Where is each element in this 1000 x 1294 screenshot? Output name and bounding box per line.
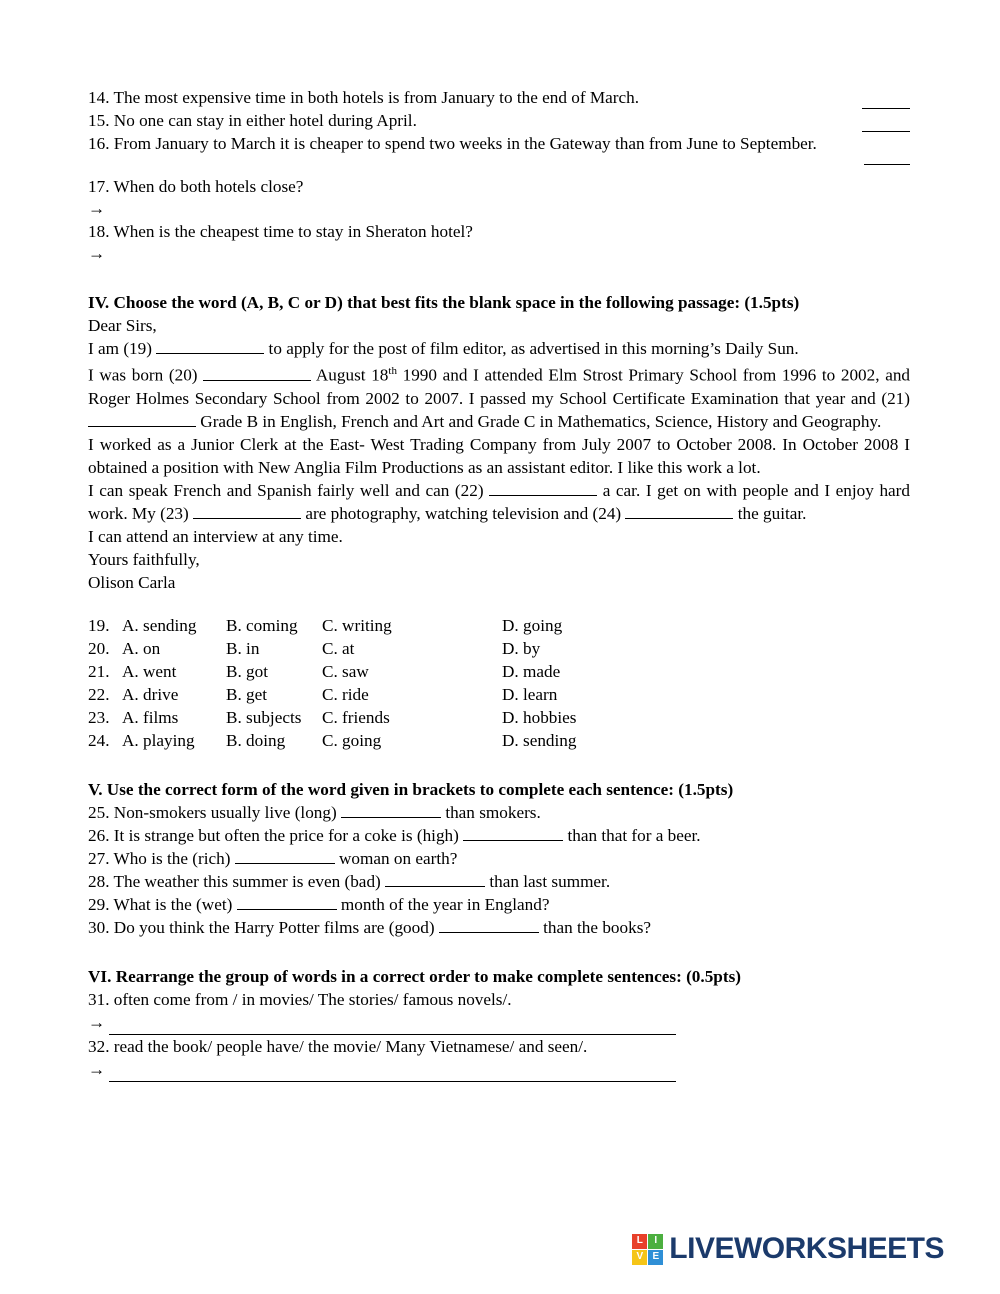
item-28-number: 28. [88,871,110,891]
answer-line-31[interactable] [109,1019,676,1035]
logo-letter-v: V [632,1250,647,1265]
mcq-24-option-a[interactable]: A. playing [122,730,195,750]
mcq-21-option-d[interactable]: D. made [502,661,561,681]
mcq-24-number: 24. [88,730,110,750]
mcq-24-option-b[interactable]: B. doing [226,730,286,750]
item-15-body: No one can stay in either hotel during April. [113,111,417,130]
p2-part-b: August 18 [315,365,389,385]
p2-part-a: I was born (20) [88,365,198,385]
item-16-body: 16. From January to March it is cheaper to spend two weeks in the Gateway than from June to September. [88,134,817,153]
answer-blank-14[interactable] [862,95,910,109]
item-32-text: read the book/ people have/ the movie/ Many Vietnamese/ and seen/. [113,1036,588,1056]
blank-24[interactable] [625,504,733,519]
section-5-item-25 [88,801,910,824]
answer-line-32[interactable] [109,1066,676,1082]
letter-paragraph-4 [88,479,910,525]
letter-paragraph-3: I worked as a Junior Clerk at the East- West Trading Company from July 2007 to October 2008. In October 2008 I obtained a position with New Anglia Film Productions as an assistant editor. I like this work a lot. [88,434,910,477]
answer-blank-15[interactable] [862,118,910,132]
question-17: 17. When do both hotels close? [88,177,304,196]
item-31-text: often come from / in movies/ The stories/ famous novels/. [113,989,512,1009]
item-27-before: Who is the (rich) [113,848,231,868]
section-6-item-32 [88,1035,910,1058]
mcq-24-option-d[interactable]: D. sending [502,730,577,750]
section-5-item-26 [88,824,910,847]
letter-closing: Yours faithfully, [88,549,200,569]
blank-25[interactable] [341,803,441,818]
item-26-number: 26. [88,825,110,845]
logo-letter-e: E [648,1250,663,1265]
p4-part-b: a car. I get on with people and I enjoy hard work. My (23) [88,480,910,523]
answer-arrow-32: → [88,1059,106,1079]
p4-part-d: the guitar. [737,503,807,523]
statement-item-14 [88,86,910,109]
item-27-after: woman on earth? [339,848,458,868]
section-5-item-28 [88,870,910,893]
mcq-options-table [88,614,576,752]
blank-23[interactable] [193,504,301,519]
blank-30[interactable] [439,918,539,933]
item-26-after: than that for a beer. [567,825,701,845]
answer-blank-16[interactable] [864,150,910,165]
mcq-23-option-d[interactable]: D. hobbies [502,707,577,727]
mcq-row-19 [88,614,576,637]
p4-part-a: I can speak French and Spanish fairly well and can (22) [88,480,484,500]
item-25-number: 25. [88,802,110,822]
item-14-body: The most expensive time in both hotels is from January to the end of March. [113,88,640,107]
section-5-item-30 [88,916,910,939]
letter-signature: Olison Carla [88,572,176,592]
logo-letter-i: I [648,1234,663,1249]
liveworksheets-logo[interactable] [632,1232,944,1266]
mcq-24-option-c[interactable]: C. going [322,730,382,750]
item-29-before: What is the (wet) [113,894,233,914]
mcq-22-option-d[interactable]: D. learn [502,684,558,704]
logo-letter-l: L [632,1234,647,1249]
blank-21[interactable] [88,412,196,427]
mcq-row-23 [88,706,576,729]
p2-ordinal-suffix: th [388,365,397,377]
item-29-after: month of the year in England? [340,894,550,914]
mcq-row-20 [88,637,576,660]
mcq-20-option-c[interactable]: C. at [322,638,355,658]
item-32-number: 32. [88,1036,110,1056]
mcq-23-number: 23. [88,707,110,727]
mcq-23-option-a[interactable]: A. films [122,707,179,727]
p4-part-c: are photography, watching television and (24) [305,503,622,523]
statement-item-15 [88,109,910,132]
letter-paragraph-1 [88,337,910,360]
mcq-19-option-a[interactable]: A. sending [122,615,197,635]
item-28-after: than last summer. [489,871,611,891]
item-27-number: 27. [88,848,110,868]
answer-arrow-18[interactable]: → [88,244,106,263]
mcq-19-option-c[interactable]: C. writing [322,615,392,635]
item-30-number: 30. [88,917,110,937]
blank-29[interactable] [237,895,337,910]
mcq-20-option-b[interactable]: B. in [226,638,260,658]
letter-salutation: Dear Sirs, [88,316,157,335]
section-5-item-27 [88,847,910,870]
worksheet-content [88,86,910,1082]
mcq-21-option-c[interactable]: C. saw [322,661,369,681]
item-25-after: than smokers. [445,802,541,822]
section-6-item-31 [88,988,910,1011]
section-5-heading: V. Use the correct form of the word given in brackets to complete each sentence: (1.5pts) [88,779,734,799]
item-28-before: The weather this summer is even (bad) [113,871,381,891]
mcq-20-number: 20. [88,638,110,658]
liveworksheets-logo-icon [632,1234,663,1265]
mcq-21-option-b[interactable]: B. got [226,661,269,681]
mcq-row-22 [88,683,576,706]
item-15-number: 15. [88,111,110,130]
mcq-20-option-a[interactable]: A. on [122,638,161,658]
blank-27[interactable] [235,849,335,864]
statement-14-text [88,86,639,109]
blank-19[interactable] [156,339,264,354]
p2-part-d: Grade B in English, French and Art and Grade C in Mathematics, Science, History and Geography. [200,411,882,431]
item-26-before: It is strange but often the price for a coke is (high) [113,825,459,845]
mcq-21-option-a[interactable]: A. went [122,661,177,681]
letter-paragraph-5: I can attend an interview at any time. [88,526,343,546]
mcq-21-number: 21. [88,661,110,681]
answer-arrow-17[interactable]: → [88,199,106,218]
p1-part-a: I am (19) [88,339,152,358]
item-29-number: 29. [88,894,110,914]
section-5-item-29 [88,893,910,916]
mcq-22-number: 22. [88,684,110,704]
item-25-before: Non-smokers usually live (long) [113,802,337,822]
item-14-number: 14. [88,88,110,107]
mcq-row-24 [88,729,576,752]
mcq-19-number: 19. [88,615,110,635]
item-30-before: Do you think the Harry Potter films are (good) [113,917,435,937]
liveworksheets-wordmark: LIVEWORKSHEETS [669,1232,944,1265]
answer-line-31-row [88,1011,910,1035]
mcq-23-option-c[interactable]: C. friends [322,707,390,727]
letter-paragraph-2 [88,360,910,433]
mcq-22-option-a[interactable]: A. drive [122,684,179,704]
item-31-number: 31. [88,989,110,1009]
item-30-after: than the books? [543,917,652,937]
mcq-19-option-b[interactable]: B. coming [226,615,298,635]
mcq-20-option-d[interactable]: D. by [502,638,541,658]
p2-part-c: 1990 and I attended Elm Strost Primary School from 1996 to 2002, and Roger Holmes Secondary School from 2002 to 2007. I passed my School Certificate Examination that year and (21) [88,365,911,408]
answer-line-32-row [88,1058,910,1082]
blank-26[interactable] [463,826,563,841]
blank-28[interactable] [385,872,485,887]
mcq-row-21 [88,660,576,683]
question-18: 18. When is the cheapest time to stay in Sheraton hotel? [88,222,473,241]
mcq-22-option-b[interactable]: B. get [226,684,268,704]
blank-20[interactable] [203,366,311,381]
section-4-heading: IV. Choose the word (A, B, C or D) that best fits the blank space in the following passage: (1.5pts) [88,293,800,312]
section-6-heading: VI. Rearrange the group of words in a correct order to make complete sentences: (0.5pts) [88,966,741,986]
mcq-19-option-d[interactable]: D. going [502,615,563,635]
p1-part-b: to apply for the post of film editor, as advertised in this morning’s Daily Sun. [268,339,799,358]
answer-arrow-31: → [88,1012,106,1032]
mcq-22-option-c[interactable]: C. ride [322,684,369,704]
blank-22[interactable] [489,481,597,496]
mcq-23-option-b[interactable]: B. subjects [226,707,302,727]
statement-item-16 [88,132,910,155]
